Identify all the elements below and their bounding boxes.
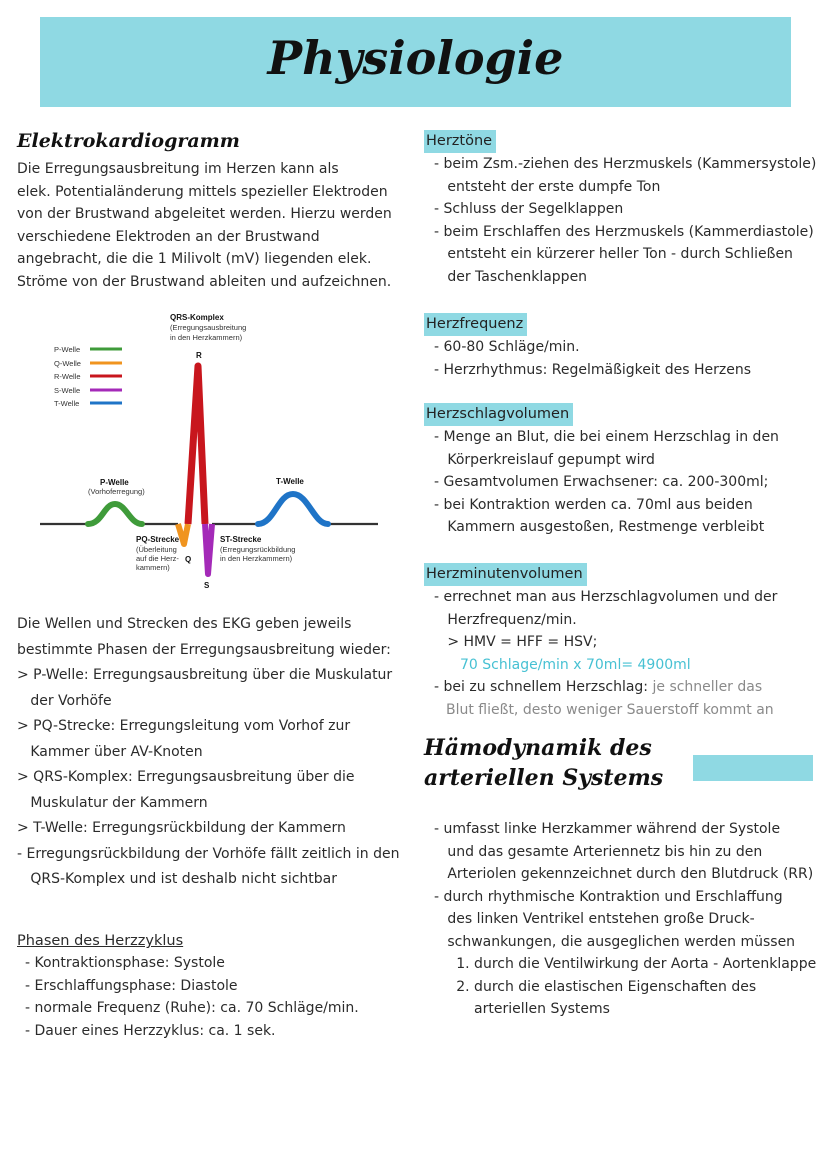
hmv-line bbox=[434, 676, 819, 699]
haemo-item: Arteriolen gekennzeichnet durch den Blutdruck (RR) bbox=[434, 866, 814, 882]
t-wave-title: T-Welle bbox=[276, 477, 304, 486]
waves-line: QRS-Komplex und ist deshalb nicht sichtbar bbox=[17, 871, 338, 887]
waves-line: - Erregungsrückbildung der Vorhöfe fällt zeitlich in den bbox=[17, 845, 400, 862]
herzfrequenz-section bbox=[424, 313, 819, 381]
hmv-line: - errechnet man aus Herzschlagvolumen und der bbox=[434, 589, 778, 605]
herztoene-section bbox=[424, 130, 819, 288]
ekg-diagram bbox=[30, 308, 390, 590]
haemo-list bbox=[424, 818, 819, 1021]
herztoene-item: entsteht der erste dumpfe Ton bbox=[434, 178, 661, 195]
legend-t-label: T-Welle bbox=[54, 399, 80, 408]
st-title: ST-Strecke bbox=[220, 535, 262, 544]
waves-line: Muskulatur der Kammern bbox=[17, 794, 208, 811]
herzschlagvolumen-heading: Herzschlagvolumen bbox=[424, 403, 573, 426]
herzschlagvolumen-item: - Gesamtvolumen Erwachsener: ca. 200-300ml; bbox=[434, 474, 769, 490]
waves-line: bestimmte Phasen der Erregungsausbreitung wieder: bbox=[17, 641, 391, 658]
legend-r-label: R-Welle bbox=[54, 372, 81, 381]
ekg-intro-line: Ströme von der Brustwand ableiten und aufzeichnen. bbox=[17, 273, 392, 290]
waves-line: Die Wellen und Strecken des EKG geben jeweils bbox=[17, 616, 352, 632]
haemo-item: 2. durch die elastischen Eigenschaften des bbox=[434, 978, 757, 995]
st-sub-line: in den Herzkammern) bbox=[220, 554, 293, 563]
title-banner bbox=[40, 17, 791, 107]
haemo-heading-line2: arteriellen Systems bbox=[424, 765, 664, 791]
herztoene-item: - beim Zsm.-ziehen des Herzmuskels (Kammersystole) bbox=[434, 156, 817, 172]
haemo-highlight-bar bbox=[693, 755, 813, 781]
ekg-intro-line: angebracht, die die 1 Milivolt (mV) liegenden elek. bbox=[17, 251, 372, 267]
herzschlagvolumen-item: - Menge an Blut, die bei einem Herzschlag in den bbox=[434, 429, 779, 445]
cycle-item: - Dauer eines Herzzyklus: ca. 1 sek. bbox=[25, 1022, 276, 1039]
hmv-line6: Blut fließt, desto weniger Sauerstoff kommt an bbox=[446, 701, 774, 718]
herzschlagvolumen-list bbox=[424, 426, 819, 539]
herzschlagvolumen-item: Körperkreislauf gepumpt wird bbox=[434, 451, 655, 468]
ekg-heading: Elektrokardiogramm bbox=[17, 130, 240, 152]
legend-s-label: S-Welle bbox=[54, 386, 81, 395]
ekg-intro-line: verschiedene Elektroden an der Brustwand bbox=[17, 228, 320, 245]
ekg-intro-line: von der Brustwand abgeleitet werden. Hierzu werden bbox=[17, 206, 392, 222]
ekg-waves-text bbox=[17, 612, 407, 893]
herztoene-item: - Schluss der Segelklappen bbox=[434, 201, 624, 217]
herzminutenvolumen-list bbox=[424, 586, 819, 721]
waves-line: > P-Welle: Erregungsausbreitung über die Muskulatur bbox=[17, 667, 393, 683]
waves-line: > T-Welle: Erregungsrückbildung der Kammern bbox=[17, 820, 346, 836]
r-wave bbox=[188, 366, 205, 524]
haemo-item: und das gesamte Arteriennetz bis hin zu den bbox=[434, 843, 763, 860]
page-title: Physiologie bbox=[267, 31, 564, 85]
pq-sub-line: auf die Herz- bbox=[136, 554, 179, 563]
hmv-line5-note: je schneller das bbox=[652, 679, 763, 695]
herzminutenvolumen-section bbox=[424, 563, 819, 721]
cycle-section bbox=[17, 930, 407, 1042]
hmv-line5-prefix: - bei zu schnellem Herzschlag: bbox=[434, 679, 653, 695]
ekg-legend bbox=[54, 345, 122, 408]
r-label: R bbox=[196, 351, 202, 360]
herzfrequenz-item: - 60-80 Schläge/min. bbox=[434, 339, 580, 355]
waves-line: der Vorhöfe bbox=[17, 692, 112, 709]
qrs-sub-line: in den Herzkammern) bbox=[170, 333, 243, 342]
herztoene-heading: Herztöne bbox=[424, 130, 496, 153]
herztoene-item: entsteht ein kürzerer heller Ton - durch Schließen bbox=[434, 246, 793, 262]
haemo-item: 1. durch die Ventilwirkung der Aorta - Aortenklappe bbox=[434, 956, 817, 972]
legend-q-label: Q-Welle bbox=[54, 359, 81, 368]
haemo-item: - umfasst linke Herzkammer während der Systole bbox=[434, 821, 781, 837]
qrs-title: QRS-Komplex bbox=[170, 313, 224, 322]
cycle-item: - Erschlaffungsphase: Diastole bbox=[25, 977, 238, 994]
haemo-section bbox=[424, 818, 819, 1021]
qrs-sub-line: (Erregungsausbreitung bbox=[170, 323, 247, 332]
t-wave bbox=[258, 494, 328, 524]
hmv-line: Herzfrequenz/min. bbox=[434, 611, 577, 628]
herztoene-item: der Taschenklappen bbox=[434, 268, 588, 285]
herztoene-item: - beim Erschlaffen des Herzmuskels (Kammerdiastole) bbox=[434, 223, 814, 240]
s-label: S bbox=[204, 581, 210, 590]
herzschlagvolumen-item: Kammern ausgestoßen, Restmenge verbleibt bbox=[434, 519, 765, 535]
cycle-list bbox=[17, 952, 407, 1042]
cycle-item: - Kontraktionsphase: Systole bbox=[25, 955, 225, 971]
herzfrequenz-list bbox=[424, 336, 819, 381]
q-wave bbox=[178, 524, 188, 544]
pq-sub-line: kammern) bbox=[136, 563, 170, 572]
ekg-intro-line: Die Erregungsausbreitung im Herzen kann als bbox=[17, 161, 339, 177]
st-sub-line: (Erregungsrückbildung bbox=[220, 545, 296, 554]
s-wave bbox=[205, 524, 212, 574]
ekg-section bbox=[17, 128, 407, 293]
haemo-heading-line1: Hämodynamik des bbox=[424, 735, 652, 761]
waves-line: Kammer über AV-Knoten bbox=[17, 743, 203, 760]
ekg-intro bbox=[17, 158, 407, 293]
p-wave-title: P-Welle bbox=[100, 478, 129, 487]
waves-line: > PQ-Strecke: Erregungsleitung vom Vorhof zur bbox=[17, 718, 351, 734]
haemo-item: des linken Ventrikel entstehen große Druck- bbox=[434, 911, 755, 927]
hmv-line: > HMV = HFF = HSV; bbox=[434, 634, 598, 650]
herzfrequenz-heading: Herzfrequenz bbox=[424, 313, 527, 336]
haemo-item: - durch rhythmische Kontraktion und Erschlaffung bbox=[434, 888, 783, 905]
herzminutenvolumen-heading: Herzminutenvolumen bbox=[424, 563, 587, 586]
waves-line: > QRS-Komplex: Erregungsausbreitung über die bbox=[17, 769, 355, 785]
q-label: Q bbox=[185, 555, 192, 564]
pq-title: PQ-Strecke bbox=[136, 535, 180, 544]
haemo-item: schwankungen, die ausgeglichen werden müssen bbox=[434, 933, 796, 950]
haemo-item: arteriellen Systems bbox=[434, 1001, 610, 1017]
p-wave-sub: (Vorhoferregung) bbox=[88, 487, 145, 496]
herztoene-list bbox=[424, 153, 819, 288]
ekg-intro-line: elek. Potentialänderung mittels spezieller Elektroden bbox=[17, 183, 388, 200]
cycle-heading: Phasen des Herzzyklus bbox=[17, 933, 184, 949]
cycle-item: - normale Frequenz (Ruhe): ca. 70 Schläge/min. bbox=[25, 1000, 359, 1016]
p-wave bbox=[88, 504, 142, 524]
herzschlagvolumen-item: - bei Kontraktion werden ca. 70ml aus beiden bbox=[434, 496, 753, 513]
legend-p-label: P-Welle bbox=[54, 345, 81, 354]
herzfrequenz-item: - Herzrhythmus: Regelmäßigkeit des Herzens bbox=[434, 361, 751, 378]
pq-sub-line: (Überleitung bbox=[136, 545, 177, 554]
herzschlagvolumen-section bbox=[424, 403, 819, 539]
hmv-formula: 70 Schlage/min x 70ml= 4900ml bbox=[460, 656, 691, 673]
